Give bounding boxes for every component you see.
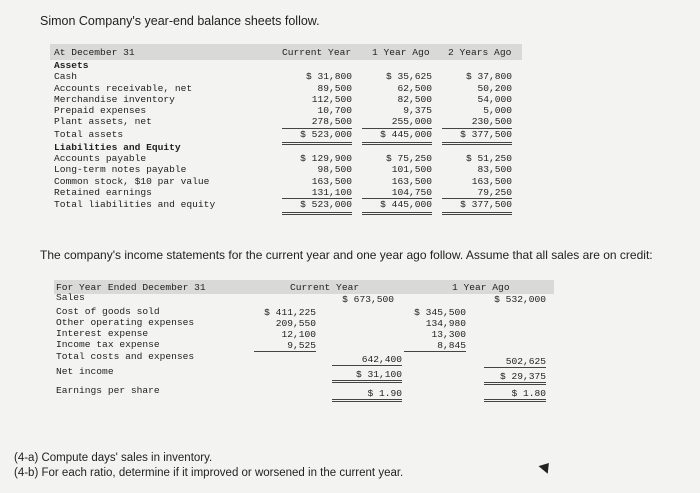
question-4a: (4-a) Compute days' sales in inventory. xyxy=(14,452,213,464)
row-label: Prepaid expenses xyxy=(54,105,147,117)
cell-1-year-ago: 9,375 xyxy=(403,105,432,117)
table-row xyxy=(50,116,522,127)
net-income-current-year: $ 31,100 xyxy=(332,369,402,383)
cell-1-year-ago: $ 445,000 xyxy=(362,128,432,145)
header-1-year-ago: 1 Year Ago xyxy=(452,282,510,293)
table-row xyxy=(50,94,522,105)
cell-1-year-ago: 82,500 xyxy=(397,93,432,105)
cogs-1-year-ago: $ 345,500 xyxy=(414,307,466,318)
intro-text: Simon Company's year-end balance sheets follow. xyxy=(40,14,320,28)
income-statement-header xyxy=(54,280,554,294)
cell-1-year-ago: $ 75,250 xyxy=(385,153,432,165)
balance-sheet-header xyxy=(50,44,522,60)
header-current-year: Current Year xyxy=(282,47,352,58)
header-1-year-ago: 1 Year Ago xyxy=(372,47,430,58)
income-statement-table xyxy=(54,280,554,410)
cell-2-years-ago: 163,500 xyxy=(471,175,512,187)
total-liabilities-row xyxy=(50,198,522,212)
cell-2-years-ago: 230,500 xyxy=(442,116,512,128)
row-label: Total assets xyxy=(54,128,124,140)
cell-1-year-ago: 255,000 xyxy=(362,116,432,128)
interest-current-year: 12,100 xyxy=(281,329,316,340)
question-4b: (4-b) For each ratio, determine if it improved or worsened in the current year. xyxy=(14,467,404,479)
row-label: Accounts payable xyxy=(54,153,147,165)
cell-current-year: $ 31,800 xyxy=(305,71,352,83)
table-row xyxy=(50,176,522,187)
liabilities-title-row xyxy=(50,142,522,153)
table-row xyxy=(50,105,522,116)
cell-current-year: $ 523,000 xyxy=(282,198,352,215)
net-income-1-year-ago: $ 29,375 xyxy=(484,371,546,385)
eps-current-year: $ 1.90 xyxy=(332,388,402,402)
header-current-year: Current Year xyxy=(290,282,360,293)
table-row xyxy=(50,83,522,94)
header-2-years-ago: 2 Years Ago xyxy=(448,47,512,58)
row-label: Interest expense xyxy=(56,328,149,339)
cell-current-year: 163,500 xyxy=(311,175,352,187)
header-label: At December 31 xyxy=(54,47,135,58)
row-label: Total costs and expenses xyxy=(56,351,195,362)
eps-1-year-ago: $ 1.80 xyxy=(484,388,546,402)
row-label: Retained earnings xyxy=(54,186,152,198)
total-costs-current-year: 642,400 xyxy=(332,354,402,366)
cell-current-year: $ 523,000 xyxy=(282,128,352,145)
row-label: Merchandise inventory xyxy=(54,93,175,105)
table-row xyxy=(50,164,522,175)
tax-current-year: 9,525 xyxy=(254,340,316,352)
row-label: Net income xyxy=(56,366,114,377)
cell-current-year: 10,700 xyxy=(317,105,352,117)
cell-current-year: 89,500 xyxy=(317,82,352,94)
cell-2-years-ago: $ 37,800 xyxy=(465,71,512,83)
table-row xyxy=(50,71,522,82)
cell-1-year-ago: 101,500 xyxy=(391,164,432,176)
cell-current-year: 112,500 xyxy=(311,93,352,105)
cell-2-years-ago: 79,250 xyxy=(442,187,512,199)
table-row xyxy=(50,187,522,198)
cell-current-year: 131,100 xyxy=(282,187,352,199)
opex-1-year-ago: 134,980 xyxy=(425,318,466,329)
row-label: Income tax expense xyxy=(56,339,160,350)
cell-2-years-ago: $ 377,500 xyxy=(442,198,512,215)
row-label: Common stock, $10 par value xyxy=(54,175,210,187)
cell-2-years-ago: 50,200 xyxy=(477,82,512,94)
header-label: For Year Ended December 31 xyxy=(56,282,206,293)
cell-1-year-ago: 62,500 xyxy=(397,82,432,94)
cell-2-years-ago: 5,000 xyxy=(483,105,512,117)
cell-current-year: 98,500 xyxy=(317,164,352,176)
balance-sheet-table xyxy=(50,44,522,212)
row-label: Other operating expenses xyxy=(56,317,195,328)
row-label: Long-term notes payable xyxy=(54,164,187,176)
sales-current-year: $ 673,500 xyxy=(342,294,394,305)
table-row xyxy=(50,153,522,164)
tax-1-year-ago: 8,845 xyxy=(404,340,466,352)
row-label: Plant assets, net xyxy=(54,116,152,128)
cell-current-year: 278,500 xyxy=(282,116,352,128)
row-label: Sales xyxy=(56,292,85,303)
assets-title: Assets xyxy=(54,60,89,71)
total-costs-1-year-ago: 502,625 xyxy=(484,356,546,368)
liabilities-title: Liabilities and Equity xyxy=(54,141,181,153)
income-statement-intro: The company's income statements for the current year and one year ago follow. Assume that all sales are on credit: xyxy=(40,248,653,262)
row-label: Cost of goods sold xyxy=(56,306,160,317)
opex-current-year: 209,550 xyxy=(275,318,316,329)
cell-2-years-ago: $ 51,250 xyxy=(465,153,512,165)
cell-2-years-ago: 54,000 xyxy=(477,93,512,105)
row-label: Cash xyxy=(54,71,78,83)
cell-1-year-ago: $ 445,000 xyxy=(362,198,432,215)
interest-1-year-ago: 13,300 xyxy=(431,329,466,340)
total-assets-row xyxy=(50,128,522,142)
cell-1-year-ago: $ 35,625 xyxy=(385,71,432,83)
sales-1-year-ago: $ 532,000 xyxy=(494,294,546,305)
row-label: Accounts receivable, net xyxy=(54,82,193,94)
cogs-current-year: $ 411,225 xyxy=(264,307,316,318)
mouse-cursor-icon xyxy=(539,459,554,474)
cell-2-years-ago: $ 377,500 xyxy=(442,128,512,145)
cell-2-years-ago: 83,500 xyxy=(477,164,512,176)
cell-current-year: $ 129,900 xyxy=(300,153,352,165)
cell-1-year-ago: 163,500 xyxy=(391,175,432,187)
assets-title-row xyxy=(50,60,522,71)
row-label: Total liabilities and equity xyxy=(54,199,216,211)
row-label: Earnings per share xyxy=(56,385,160,396)
cell-1-year-ago: 104,750 xyxy=(362,187,432,199)
